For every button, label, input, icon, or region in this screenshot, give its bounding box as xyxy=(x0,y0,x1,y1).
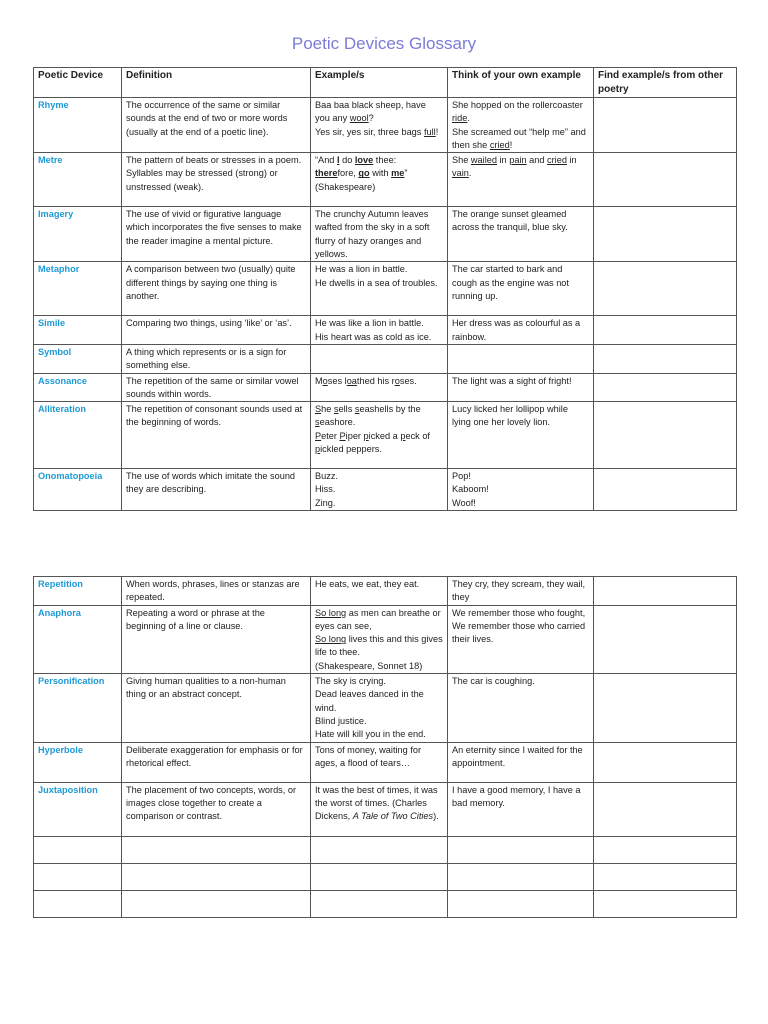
header-own-example: Think of your own example xyxy=(448,68,594,98)
term-imagery: Imagery xyxy=(34,207,122,262)
definition-assonance: The repetition of the same or similar vowel sounds within words. xyxy=(122,373,311,402)
example-alliteration: She sells seashells by the seashore. Peter Piper picked a peck of pickled peppers. xyxy=(311,402,448,469)
empty-row xyxy=(34,836,737,863)
example-anaphora: So long as men can breathe or eyes can see, So long lives this and this gives life to thee. (Shakespeare, Sonnet 18) xyxy=(311,605,448,673)
table-row xyxy=(34,373,737,402)
header-other-poetry: Find example/s from other poetry xyxy=(594,68,737,98)
term-metaphor: Metaphor xyxy=(34,262,122,316)
example-juxtaposition: It was the best of times, it was the worst of times. (Charles Dickens, A Tale of Two Cities). xyxy=(311,782,448,836)
own-example-hyperbole: An eternity since I waited for the appointment. xyxy=(448,742,594,782)
table-row xyxy=(34,207,737,262)
other-poetry-cell[interactable] xyxy=(594,782,737,836)
term-hyperbole: Hyperbole xyxy=(34,742,122,782)
example-rhyme: Baa baa black sheep, have you any wool? Yes sir, yes sir, three bags full! xyxy=(311,98,448,153)
definition-onomatopoeia: The use of words which imitate the sound they are describing. xyxy=(122,469,311,511)
example-personification: The sky is crying. Dead leaves danced in the wind. Blind justice. Hate will kill you in the end. xyxy=(311,674,448,742)
empty-cell[interactable] xyxy=(594,836,737,863)
other-poetry-cell[interactable] xyxy=(594,153,737,207)
table-row xyxy=(34,469,737,511)
empty-cell[interactable] xyxy=(448,863,594,890)
table-row xyxy=(34,344,737,373)
term-onomatopoeia: Onomatopoeia xyxy=(34,469,122,511)
other-poetry-cell[interactable] xyxy=(594,98,737,153)
other-poetry-cell[interactable] xyxy=(594,605,737,673)
other-poetry-cell[interactable] xyxy=(594,469,737,511)
table-row xyxy=(34,402,737,469)
table-row xyxy=(34,316,737,345)
example-hyperbole: Tons of money, waiting for ages, a flood of tears… xyxy=(311,742,448,782)
empty-row xyxy=(34,890,737,917)
definition-rhyme: The occurrence of the same or similar sounds at the end of two or more words (usually at the end of a poetic line). xyxy=(122,98,311,153)
table-row xyxy=(34,742,737,782)
own-example-symbol[interactable] xyxy=(448,344,594,373)
term-anaphora: Anaphora xyxy=(34,605,122,673)
own-example-metre: She wailed in pain and cried in vain. xyxy=(448,153,594,207)
term-juxtaposition: Juxtaposition xyxy=(34,782,122,836)
empty-cell[interactable] xyxy=(594,863,737,890)
header-examples: Example/s xyxy=(311,68,448,98)
example-simile: He was like a lion in battle. His heart was as cold as ice. xyxy=(311,316,448,345)
own-example-rhyme: She hopped on the rollercoaster ride. She screamed out “help me” and then she cried! xyxy=(448,98,594,153)
term-repetition: Repetition xyxy=(34,577,122,606)
own-example-repetition: They cry, they scream, they wail, they xyxy=(448,577,594,606)
empty-cell[interactable] xyxy=(594,890,737,917)
other-poetry-cell[interactable] xyxy=(594,262,737,316)
own-example-personification: The car is coughing. xyxy=(448,674,594,742)
other-poetry-cell[interactable] xyxy=(594,344,737,373)
empty-cell[interactable] xyxy=(122,890,311,917)
glossary-table-2 xyxy=(33,576,737,918)
empty-row xyxy=(34,863,737,890)
table-row xyxy=(34,674,737,742)
example-onomatopoeia: Buzz. Hiss. Zing. xyxy=(311,469,448,511)
empty-cell[interactable] xyxy=(34,836,122,863)
definition-metaphor: A comparison between two (usually) quite different things by saying one thing is another. xyxy=(122,262,311,316)
table-row xyxy=(34,577,737,606)
example-assonance: Moses loathed his roses. xyxy=(311,373,448,402)
definition-juxtaposition: The placement of two concepts, words, or images close together to create a comparison or contrast. xyxy=(122,782,311,836)
definition-hyperbole: Deliberate exaggeration for emphasis or for rhetorical effect. xyxy=(122,742,311,782)
term-alliteration: Alliteration xyxy=(34,402,122,469)
header-definition: Definition xyxy=(122,68,311,98)
header-row xyxy=(34,68,737,98)
empty-cell[interactable] xyxy=(122,863,311,890)
table-row xyxy=(34,262,737,316)
empty-cell[interactable] xyxy=(34,890,122,917)
own-example-alliteration: Lucy licked her lollipop while lying one her lovely lion. xyxy=(448,402,594,469)
own-example-anaphora: We remember those who fought, We remember those who carried their lives. xyxy=(448,605,594,673)
example-metaphor: He was a lion in battle. He dwells in a sea of troubles. xyxy=(311,262,448,316)
term-metre: Metre xyxy=(34,153,122,207)
other-poetry-cell[interactable] xyxy=(594,402,737,469)
definition-alliteration: The repetition of consonant sounds used at the beginning of words. xyxy=(122,402,311,469)
definition-anaphora: Repeating a word or phrase at the beginning of a line or clause. xyxy=(122,605,311,673)
empty-cell[interactable] xyxy=(448,890,594,917)
own-example-assonance: The light was a sight of fright! xyxy=(448,373,594,402)
example-imagery: The crunchy Autumn leaves wafted from the sky in a soft flurry of hazy oranges and yellows. xyxy=(311,207,448,262)
empty-cell[interactable] xyxy=(311,863,448,890)
term-assonance: Assonance xyxy=(34,373,122,402)
table-row xyxy=(34,782,737,836)
other-poetry-cell[interactable] xyxy=(594,577,737,606)
definition-repetition: When words, phrases, lines or stanzas are repeated. xyxy=(122,577,311,606)
empty-cell[interactable] xyxy=(311,836,448,863)
example-repetition: He eats, we eat, they eat. xyxy=(311,577,448,606)
table-row xyxy=(34,605,737,673)
other-poetry-cell[interactable] xyxy=(594,207,737,262)
own-example-juxtaposition: I have a good memory, I have a bad memory. xyxy=(448,782,594,836)
other-poetry-cell[interactable] xyxy=(594,316,737,345)
term-symbol: Symbol xyxy=(34,344,122,373)
term-simile: Simile xyxy=(34,316,122,345)
definition-personification: Giving human qualities to a non-human thing or an abstract concept. xyxy=(122,674,311,742)
empty-cell[interactable] xyxy=(122,836,311,863)
header-device: Poetic Device xyxy=(34,68,122,98)
own-example-simile: Her dress was as colourful as a rainbow. xyxy=(448,316,594,345)
empty-cell[interactable] xyxy=(448,836,594,863)
other-poetry-cell[interactable] xyxy=(594,373,737,402)
own-example-onomatopoeia: Pop! Kaboom! Woof! xyxy=(448,469,594,511)
term-personification: Personification xyxy=(34,674,122,742)
definition-metre: The pattern of beats or stresses in a poem. Syllables may be stressed (strong) or unstressed (weak). xyxy=(122,153,311,207)
own-example-metaphor: The car started to bark and cough as the engine was not running up. xyxy=(448,262,594,316)
definition-symbol: A thing which represents or is a sign for something else. xyxy=(122,344,311,373)
definition-imagery: The use of vivid or figurative language which incorporates the five senses to make the reader imagine a mental picture. xyxy=(122,207,311,262)
table-row xyxy=(34,153,737,207)
other-poetry-cell[interactable] xyxy=(594,674,737,742)
definition-simile: Comparing two things, using ‘like’ or ‘as’. xyxy=(122,316,311,345)
term-rhyme: Rhyme xyxy=(34,98,122,153)
example-metre: “And I do love thee: therefore, go with me” (Shakespeare) xyxy=(311,153,448,207)
example-symbol[interactable] xyxy=(311,344,448,373)
glossary-table-1 xyxy=(33,67,737,511)
empty-cell[interactable] xyxy=(311,890,448,917)
page-title: Poetic Devices Glossary xyxy=(291,34,477,53)
table-row xyxy=(34,98,737,153)
empty-cell[interactable] xyxy=(34,863,122,890)
own-example-imagery: The orange sunset gleamed across the tranquil, blue sky. xyxy=(448,207,594,262)
other-poetry-cell[interactable] xyxy=(594,742,737,782)
